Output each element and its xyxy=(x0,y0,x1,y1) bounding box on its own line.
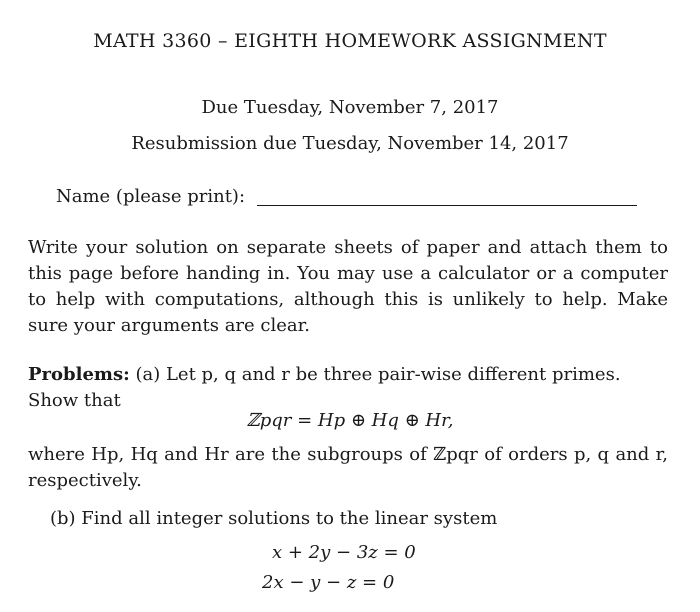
problem-a xyxy=(28,362,668,414)
due-date: Due Tuesday, November 7, 2017 xyxy=(201,97,499,118)
name-blank-line xyxy=(257,205,637,206)
problem-b-text: (b) Find all integer solutions to the linear system xyxy=(50,508,498,529)
problem-a-equation: ℤpqr = Hp ⊕ Hq ⊕ Hr, xyxy=(246,410,454,431)
resubmission-date: Resubmission due Tuesday, November 14, 2017 xyxy=(131,133,569,154)
system-equation-2: 2x − y − z = 0 xyxy=(262,572,395,593)
problems-heading: Problems: xyxy=(28,364,130,385)
page-title: MATH 3360 – EIGHTH HOMEWORK ASSIGNMENT xyxy=(93,30,607,52)
problem-a-text: (a) Let p, q and r be three pair-wise different primes. Show that xyxy=(28,364,621,411)
name-label: Name (please print): xyxy=(56,186,246,207)
system-equation-1: x + 2y − 3z = 0 xyxy=(272,542,416,563)
instructions-paragraph: Write your solution on separate sheets of paper and attach them to this page before handing in. You may use a calculator or a computer to help with computations, although this is unlikely to help. Make sure your arguments are clear. xyxy=(28,237,668,336)
problem-a-followup: where Hp, Hq and Hr are the subgroups of ℤpqr of orders p, q and r, respectively. xyxy=(28,444,668,491)
